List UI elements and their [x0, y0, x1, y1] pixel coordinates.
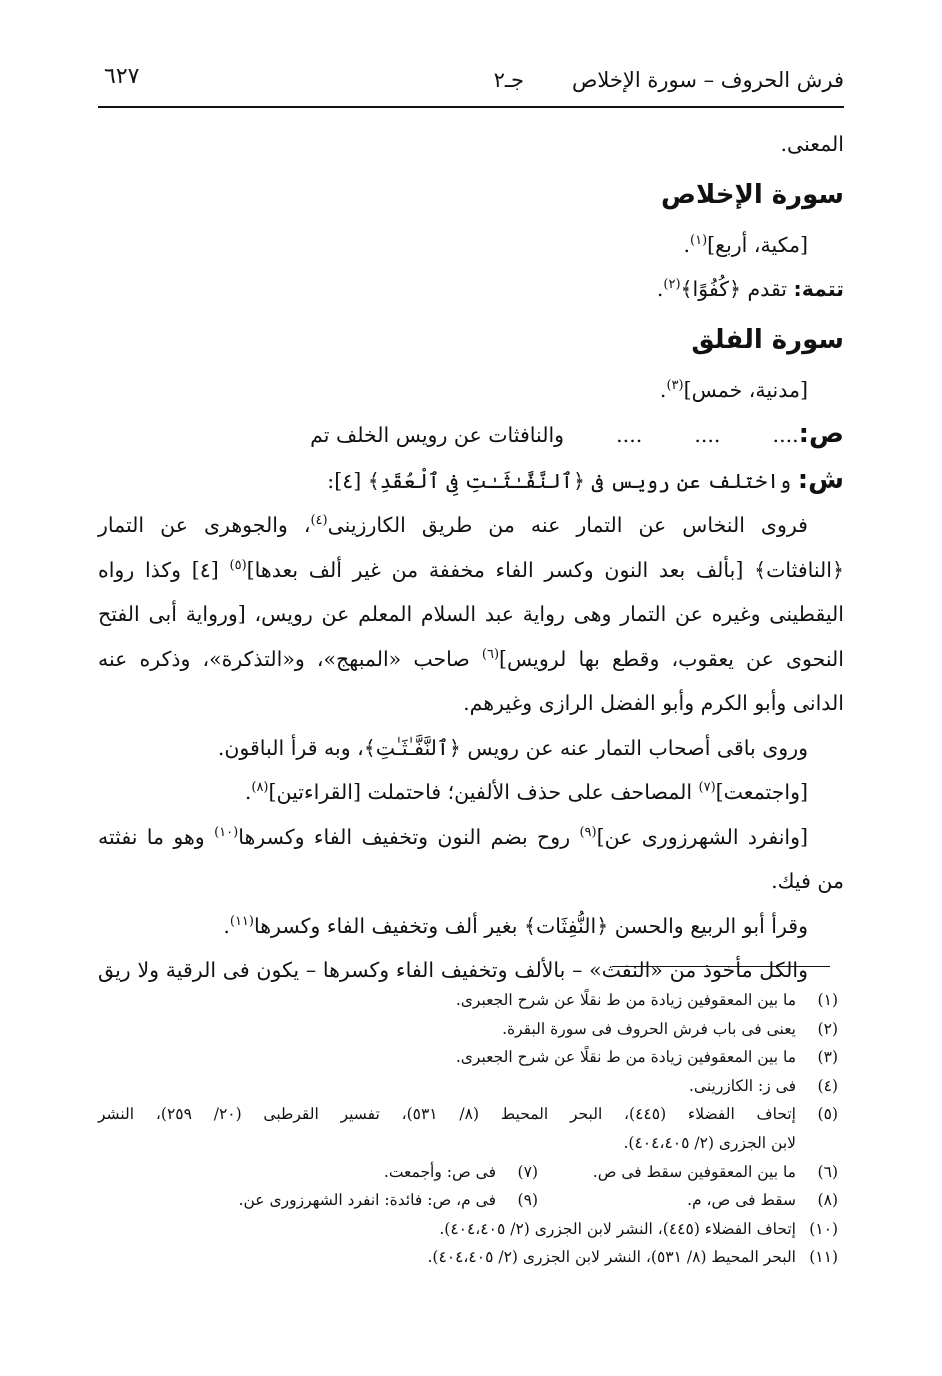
text-span: واختلف عن رويس فى ﴿ٱلنَّفَّـٰثَـٰتِ فِى ٱلْعُقَدِ﴾ [٤]: — [327, 468, 798, 493]
text-line — [98, 122, 844, 167]
text-line — [98, 458, 844, 504]
footnote-pair — [98, 1158, 838, 1187]
text-span: والكل مأخوذ من «النفث» – بالألف وتخفيف الفاء وكسرها – يكون فى الرقية ولا ريق — [98, 958, 808, 982]
text-span: ، والجوهرى عن التمار — [98, 513, 311, 537]
footnote — [98, 1186, 538, 1215]
footnote-number: (٧) — [517, 1162, 538, 1181]
text-span: [مدنية، خمس] — [683, 377, 808, 402]
footnote-ref: (١١) — [229, 913, 254, 929]
text-span: النحوى عن يعقوب، وقطع بها لرويس] — [499, 646, 845, 671]
text-line — [98, 223, 844, 268]
text-span: صاحب «المبهج»، و«التذكرة»، وذكره عنه — [98, 646, 482, 671]
text-line — [98, 368, 844, 413]
footnote-ref: (٥) — [229, 557, 247, 573]
footnote-continuation: لابن الجزرى (٢/ ٤٠٤،٤٠٥). — [623, 1133, 796, 1152]
text-span: .... .... .... والنافثات عن رويس الخلف تم — [310, 423, 799, 447]
text-span: من فيك. — [771, 869, 844, 893]
footnote-number: (٣) — [817, 1048, 838, 1067]
footnote-text: فى ز: الكازرينى. — [688, 1076, 796, 1095]
footnote-text: إتحاف الفضلاء (٤٤٥)، البحر المحيط (٨/ ٥٣١)، تفسير القرطبى (٢٠/ ٢٥٩)، النشر — [98, 1105, 796, 1124]
text-line — [98, 681, 844, 726]
footnote — [98, 1072, 838, 1101]
text-span: وقرأ أبو الربيع والحسن ﴿النُّفِثَات﴾ بغير ألف وتخفيف الفاء وكسرها — [253, 913, 808, 938]
text-line — [98, 267, 844, 312]
text-span: تقدم ﴿كُفُوًا﴾ — [680, 277, 794, 301]
text-line — [98, 548, 844, 593]
footnote-ref: (٤) — [310, 513, 328, 529]
footnote-ref: (٣) — [666, 377, 684, 393]
footnote — [98, 1015, 838, 1044]
footnote-ref: (٦) — [481, 646, 500, 662]
footnote-ref: (٩) — [579, 824, 597, 840]
footnote-text: إتحاف الفضلاء (٤٤٥)، النشر لابن الجزرى (٢/ ٤٠٤،٤٠٥). — [439, 1219, 796, 1238]
footnote-text: يعنى فى باب فرش الحروف فى سورة البقرة. — [502, 1019, 796, 1038]
footnote-pair — [98, 1186, 838, 1215]
footnote-number: (٤) — [817, 1076, 838, 1095]
text-span: . — [223, 913, 230, 938]
footnote-number: (١) — [817, 991, 838, 1009]
footnote-number: (٦) — [817, 1162, 838, 1181]
footnote-ref: (٨) — [251, 780, 269, 796]
text-span: وهو ما نفثته — [98, 824, 215, 849]
surah-heading-falaq: سورة الفلق — [691, 324, 844, 355]
text-span: المصاحف على حذف الألفين؛ فاحتملت [القراءتين] — [268, 780, 699, 804]
footnote-text: سقط فى ص، م. — [687, 1191, 796, 1210]
footnote-text: فى ص: وأجمعت. — [383, 1162, 496, 1181]
volume-label: جـ٢ — [493, 68, 524, 92]
footnote — [98, 1100, 838, 1129]
text-span: اليقطينى وغيره عن التمار وهى رواية عبد السلام المعلم عن رويس، [ورواية أبى الفتح — [98, 602, 844, 626]
footnote-number: (٨) — [817, 1191, 838, 1210]
footnote-number: (٥) — [817, 1105, 838, 1124]
main-text — [98, 122, 844, 993]
footnote — [98, 1243, 838, 1272]
footnote — [98, 986, 838, 1015]
text-span: وروى باقى أصحاب التمار عنه عن رويس ﴿ٱلنَّفَّـٰثَـٰتِ﴾، وبه قرأ الباقون. — [217, 735, 808, 760]
text-span: [واجتمعت] — [715, 780, 808, 804]
footnote-number: (٢) — [817, 1019, 838, 1038]
text-span: ﴿النافثات﴾ [بألف بعد النون وكسر الفاء مخففة من غير ألف بعدها] — [246, 557, 845, 582]
footnote-text: ما بين المعقوفين سقط فى ص. — [592, 1162, 796, 1181]
footnote-ref: (١٠) — [214, 824, 239, 840]
footnote-text: البحر المحيط (٨/ ٥٣١)، النشر لابن الجزرى (٢/ ٤٠٤،٤٠٥). — [427, 1248, 796, 1267]
poem-line — [98, 412, 844, 458]
surah-heading-ikhlas: سورة الإخلاص — [661, 179, 844, 210]
text-span: [٤] وكذا رواه — [98, 557, 230, 582]
text-span: . — [659, 377, 667, 402]
footnote-separator — [612, 966, 830, 967]
sad-label: ص: — [798, 419, 844, 449]
text-span: [مكية، أربع] — [707, 232, 808, 257]
text-span: . — [656, 277, 664, 301]
footnote — [538, 1186, 838, 1215]
text-span: المعنى. — [780, 132, 844, 156]
text-line — [98, 503, 844, 548]
running-header — [98, 62, 844, 108]
tatimma-label: تتمة: — [793, 277, 844, 301]
footnote-ref: (٢) — [663, 277, 681, 293]
text-line — [98, 815, 844, 860]
footnote-text: ما بين المعقوفين زيادة من ط نقلًا عن شرح الجعبرى. — [455, 991, 796, 1009]
footnote-number: (١٠) — [809, 1219, 838, 1238]
text-span: . — [244, 780, 252, 804]
footnote-ref: (٧) — [698, 780, 716, 796]
footnote-text: فى م، ص: فائدة: انفرد الشهرزورى عن. — [238, 1191, 496, 1210]
footnote-number: (١١) — [809, 1248, 838, 1267]
text-line — [98, 904, 844, 949]
text-span: فروى النخاس عن التمار عنه من طريق الكارزينى — [327, 513, 808, 537]
text-line — [98, 592, 844, 637]
text-span: روح بضم النون وتخفيف الفاء وكسرها — [238, 824, 580, 849]
footnote — [98, 1043, 838, 1072]
footnote-text: ما بين المعقوفين زيادة من ط نقلًا عن شرح الجعبرى. — [455, 1048, 796, 1067]
text-line — [98, 637, 844, 682]
text-span: . — [683, 232, 691, 257]
text-span: [وانفرد الشهرزورى عن] — [596, 824, 809, 849]
footnote-ref: (١) — [690, 232, 708, 248]
footnote — [538, 1158, 838, 1187]
text-line — [98, 726, 844, 771]
chapter-title: فرش الحروف – سورة الإخلاص — [571, 68, 844, 92]
footnote — [98, 1215, 838, 1244]
text-line — [98, 859, 844, 904]
text-span: الدانى وأبو الكرم وأبو الفضل الرازى وغيرهم. — [463, 691, 844, 715]
footnote-number: (٩) — [517, 1191, 538, 1210]
footnotes — [98, 986, 838, 1272]
footnote — [98, 1158, 538, 1187]
text-line — [98, 770, 844, 815]
page-number: ٦٢٧ — [104, 64, 140, 89]
shin-label: ش: — [797, 464, 844, 495]
